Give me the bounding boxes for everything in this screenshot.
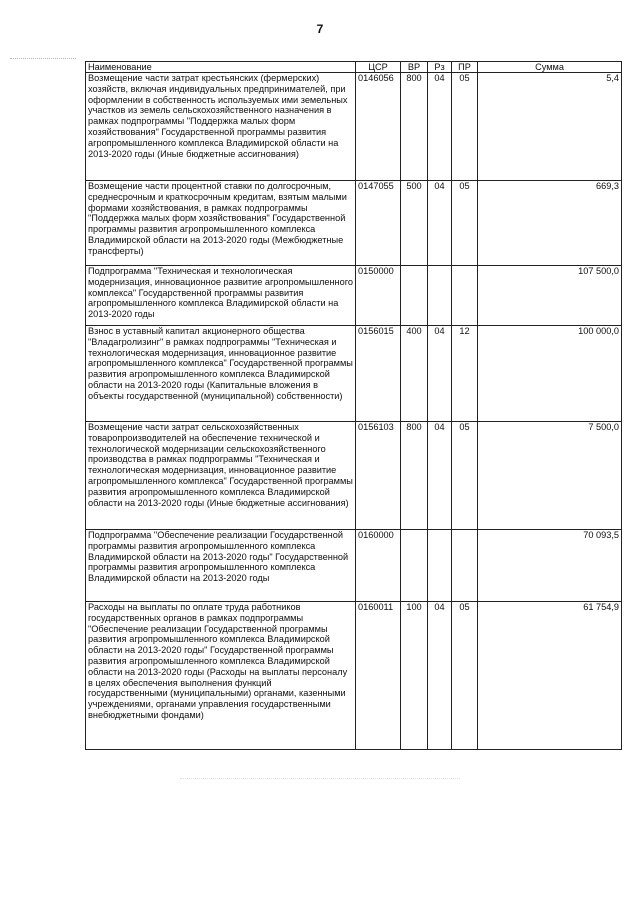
row-csr: 0150000	[356, 266, 401, 326]
row-sum: 5,4	[478, 73, 622, 181]
row-pr	[452, 530, 478, 602]
row-csr: 0156015	[356, 326, 401, 422]
row-sum: 61 754,9	[478, 602, 622, 750]
row-vr	[401, 266, 428, 326]
row-csr: 0160000	[356, 530, 401, 602]
row-rz: 04	[428, 422, 452, 530]
header-rz: Рз	[428, 62, 452, 73]
row-rz: 04	[428, 602, 452, 750]
scan-artifact	[180, 778, 460, 779]
row-rz: 04	[428, 73, 452, 181]
row-sum: 107 500,0	[478, 266, 622, 326]
header-name: Наименование	[86, 62, 356, 73]
row-vr: 800	[401, 422, 428, 530]
row-vr: 500	[401, 181, 428, 266]
table-row	[86, 326, 622, 422]
row-sum: 669,3	[478, 181, 622, 266]
margin-mark	[10, 58, 76, 59]
table-row	[86, 181, 622, 266]
row-pr: 12	[452, 326, 478, 422]
table-row	[86, 530, 622, 602]
row-name: Взнос в уставный капитал акционерного общества "Владагролизинг" в рамках подпрограммы "Техническая и технологическая модернизация, инновационное развитие агропромышленного комплекса" Государственной программы развития агропромышленного комплекса Владимирской области на 2013-2020 годы (Капитальные вложения в объекты государственной (муниципальной) собственности)	[86, 326, 356, 422]
row-name: Возмещение части процентной ставки по долгосрочным, среднесрочным и краткосрочным кредитам, взятым малыми формами хозяйствования, в рамках подпрограммы "Поддержка малых форм хозяйствования" Государственной программы развития агропромышленного комплекса Владимирской области на 2013-2020 годы (Межбюджетные трансферты)	[86, 181, 356, 266]
budget-table	[85, 61, 622, 750]
header-sum: Сумма	[478, 62, 622, 73]
row-vr: 100	[401, 602, 428, 750]
row-name: Расходы на выплаты по оплате труда работников государственных органов в рамках подпрограммы "Обеспечение реализации Государственной программы развития агропромышленного комплекса Владимирской области на 2013-2020 годы" Государственной программы развития агропромышленного комплекса Владимирской области на 2013-2020 годы (Расходы на выплаты персоналу в целях обеспечения выполнения функций государственными (муниципальными) органами, казенными учреждениями, органами управления государственными внебюджетными фондами)	[86, 602, 356, 750]
row-pr: 05	[452, 181, 478, 266]
table-row	[86, 73, 622, 181]
row-sum: 7 500,0	[478, 422, 622, 530]
page-number: 7	[316, 22, 324, 36]
header-vr: ВР	[401, 62, 428, 73]
row-pr: 05	[452, 602, 478, 750]
table-row	[86, 422, 622, 530]
row-pr: 05	[452, 422, 478, 530]
row-rz: 04	[428, 326, 452, 422]
row-pr: 05	[452, 73, 478, 181]
row-sum: 100 000,0	[478, 326, 622, 422]
row-pr	[452, 266, 478, 326]
row-rz	[428, 266, 452, 326]
row-csr: 0156103	[356, 422, 401, 530]
row-rz: 04	[428, 181, 452, 266]
table-header-row	[86, 62, 622, 73]
row-name: Возмещение части затрат сельскохозяйственных товаропроизводителей на обеспечение технической и технологической модернизации сельскохозяйственного производства в рамках подпрограммы "Техническая и технологическая модернизация, инновационное развитие агропромышленного комплекса" Государственной программы развития агропромышленного комплекса Владимирской области на 2013-2020 годы (Иные бюджетные ассигнования)	[86, 422, 356, 530]
row-rz	[428, 530, 452, 602]
header-csr: ЦСР	[356, 62, 401, 73]
row-name: Подпрограмма "Обеспечение реализации Государственной программы развития агропромышленного комплекса Владимирской области на 2013-2020 годы" Государственной программы развития агропромышленного комплекса Владимирской области на 2013-2020 годы	[86, 530, 356, 602]
row-csr: 0160011	[356, 602, 401, 750]
header-pr: ПР	[452, 62, 478, 73]
row-vr: 400	[401, 326, 428, 422]
row-sum: 70 093,5	[478, 530, 622, 602]
row-csr: 0147055	[356, 181, 401, 266]
row-name: Возмещение части затрат крестьянских (фермерских) хозяйств, включая индивидуальных предпринимателей, при оформлении в собственность используемых ими земельных участков из земель сельскохозяйственного назначения в рамках подпрограммы "Поддержка малых форм хозяйствования" Государственной программы развития агропромышленного комплекса Владимирской области на 2013-2020 годы (Иные бюджетные ассигнования)	[86, 73, 356, 181]
table-row	[86, 602, 622, 750]
row-name: Подпрограмма "Техническая и технологическая модернизация, инновационное развитие агропромышленного комплекса" Государственной программы развития агропромышленного комплекса Владимирской области на 2013-2020 годы	[86, 266, 356, 326]
row-csr: 0146056	[356, 73, 401, 181]
table-row	[86, 266, 622, 326]
row-vr	[401, 530, 428, 602]
row-vr: 800	[401, 73, 428, 181]
